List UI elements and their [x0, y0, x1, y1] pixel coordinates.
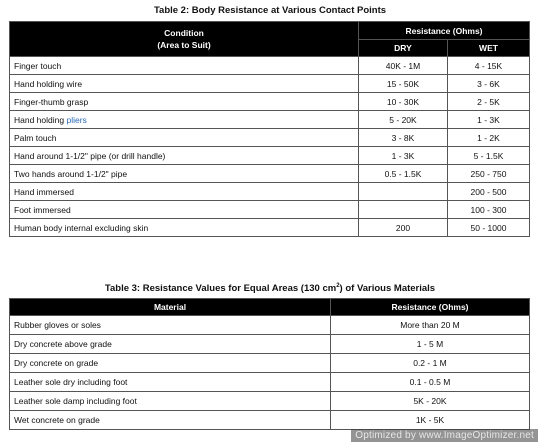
table-row — [10, 75, 530, 93]
condition-cell: Foot immersed — [10, 201, 359, 219]
condition-header-sub: (Area to Suit) — [157, 40, 211, 50]
wet-cell: 2 - 5K — [448, 93, 530, 111]
condition-header-label: Condition — [164, 28, 204, 38]
dry-cell: 15 - 50K — [359, 75, 448, 93]
wet-cell: 200 - 500 — [448, 183, 530, 201]
material-cell: Wet concrete on grade — [10, 411, 331, 430]
wet-cell: 5 - 1.5K — [448, 147, 530, 165]
wet-cell: 100 - 300 — [448, 201, 530, 219]
table-row — [10, 201, 530, 219]
dry-cell: 10 - 30K — [359, 93, 448, 111]
resistance-header: Resistance (Ohms) — [359, 22, 530, 40]
resistance-cell: More than 20 M — [331, 316, 530, 335]
dry-cell: 0.5 - 1.5K — [359, 165, 448, 183]
condition-cell — [10, 111, 359, 129]
material-cell: Leather sole damp including foot — [10, 392, 331, 411]
condition-text: Hand holding — [14, 114, 67, 125]
condition-cell: Human body internal excluding skin — [10, 219, 359, 237]
resistance-cell: 0.1 - 0.5 M — [331, 373, 530, 392]
table-row — [10, 411, 530, 430]
dry-cell: 1 - 3K — [359, 147, 448, 165]
wet-cell: 50 - 1000 — [448, 219, 530, 237]
dry-cell — [359, 201, 448, 219]
table-row — [10, 392, 530, 411]
table-row — [10, 147, 530, 165]
wet-cell: 1 - 3K — [448, 111, 530, 129]
condition-cell: Finger touch — [10, 57, 359, 75]
condition-cell: Hand around 1-1/2" pipe (or drill handle) — [10, 147, 359, 165]
material-cell: Dry concrete on grade — [10, 354, 331, 373]
table3-title-text-end: ) of Various Materials — [339, 283, 436, 295]
dry-header: DRY — [359, 40, 448, 57]
table-row — [10, 354, 530, 373]
table3-title-superscript: 2 — [336, 283, 340, 289]
table-row — [10, 183, 530, 201]
table3-title — [0, 283, 540, 294]
material-cell: Rubber gloves or soles — [10, 316, 331, 335]
resistance-cell: 5K - 20K — [331, 392, 530, 411]
condition-cell: Finger-thumb grasp — [10, 93, 359, 111]
table-row — [10, 111, 530, 129]
wet-header: WET — [448, 40, 530, 57]
table-row — [10, 165, 530, 183]
pliers-link[interactable]: pliers — [66, 114, 87, 125]
table-row — [10, 93, 530, 111]
table-row — [10, 316, 530, 335]
resistance-cell: 1 - 5 M — [331, 335, 530, 354]
watermark: Optimized by www.ImageOptimizer.net — [351, 429, 538, 442]
resistance-header: Resistance (Ohms) — [331, 299, 530, 316]
table3-title-text: Table 3: Resistance Values for Equal Areas (130 cm — [104, 283, 337, 295]
table-row — [10, 219, 530, 237]
condition-cell: Hand immersed — [10, 183, 359, 201]
condition-cell: Palm touch — [10, 129, 359, 147]
dry-cell: 40K - 1M — [359, 57, 448, 75]
table-row — [10, 373, 530, 392]
resistance-cell: 1K - 5K — [331, 411, 530, 430]
dry-cell — [359, 183, 448, 201]
table-row — [10, 57, 530, 75]
wet-cell: 3 - 6K — [448, 75, 530, 93]
table2-title: Table 2: Body Resistance at Various Contact Points — [153, 5, 387, 16]
material-cell: Leather sole dry including foot — [10, 373, 331, 392]
wet-cell: 1 - 2K — [448, 129, 530, 147]
material-cell: Dry concrete above grade — [10, 335, 331, 354]
dry-cell: 200 — [359, 219, 448, 237]
resistance-cell: 0.2 - 1 M — [331, 354, 530, 373]
condition-cell: Two hands around 1-1/2" pipe — [10, 165, 359, 183]
dry-cell: 3 - 8K — [359, 129, 448, 147]
table-row — [10, 335, 530, 354]
material-header: Material — [10, 299, 331, 316]
material-resistance-table — [9, 298, 530, 430]
body-resistance-table — [9, 21, 530, 237]
dry-cell: 5 - 20K — [359, 111, 448, 129]
condition-cell: Hand holding wire — [10, 75, 359, 93]
table-row — [10, 129, 530, 147]
wet-cell: 4 - 15K — [448, 57, 530, 75]
condition-header — [10, 22, 359, 57]
wet-cell: 250 - 750 — [448, 165, 530, 183]
